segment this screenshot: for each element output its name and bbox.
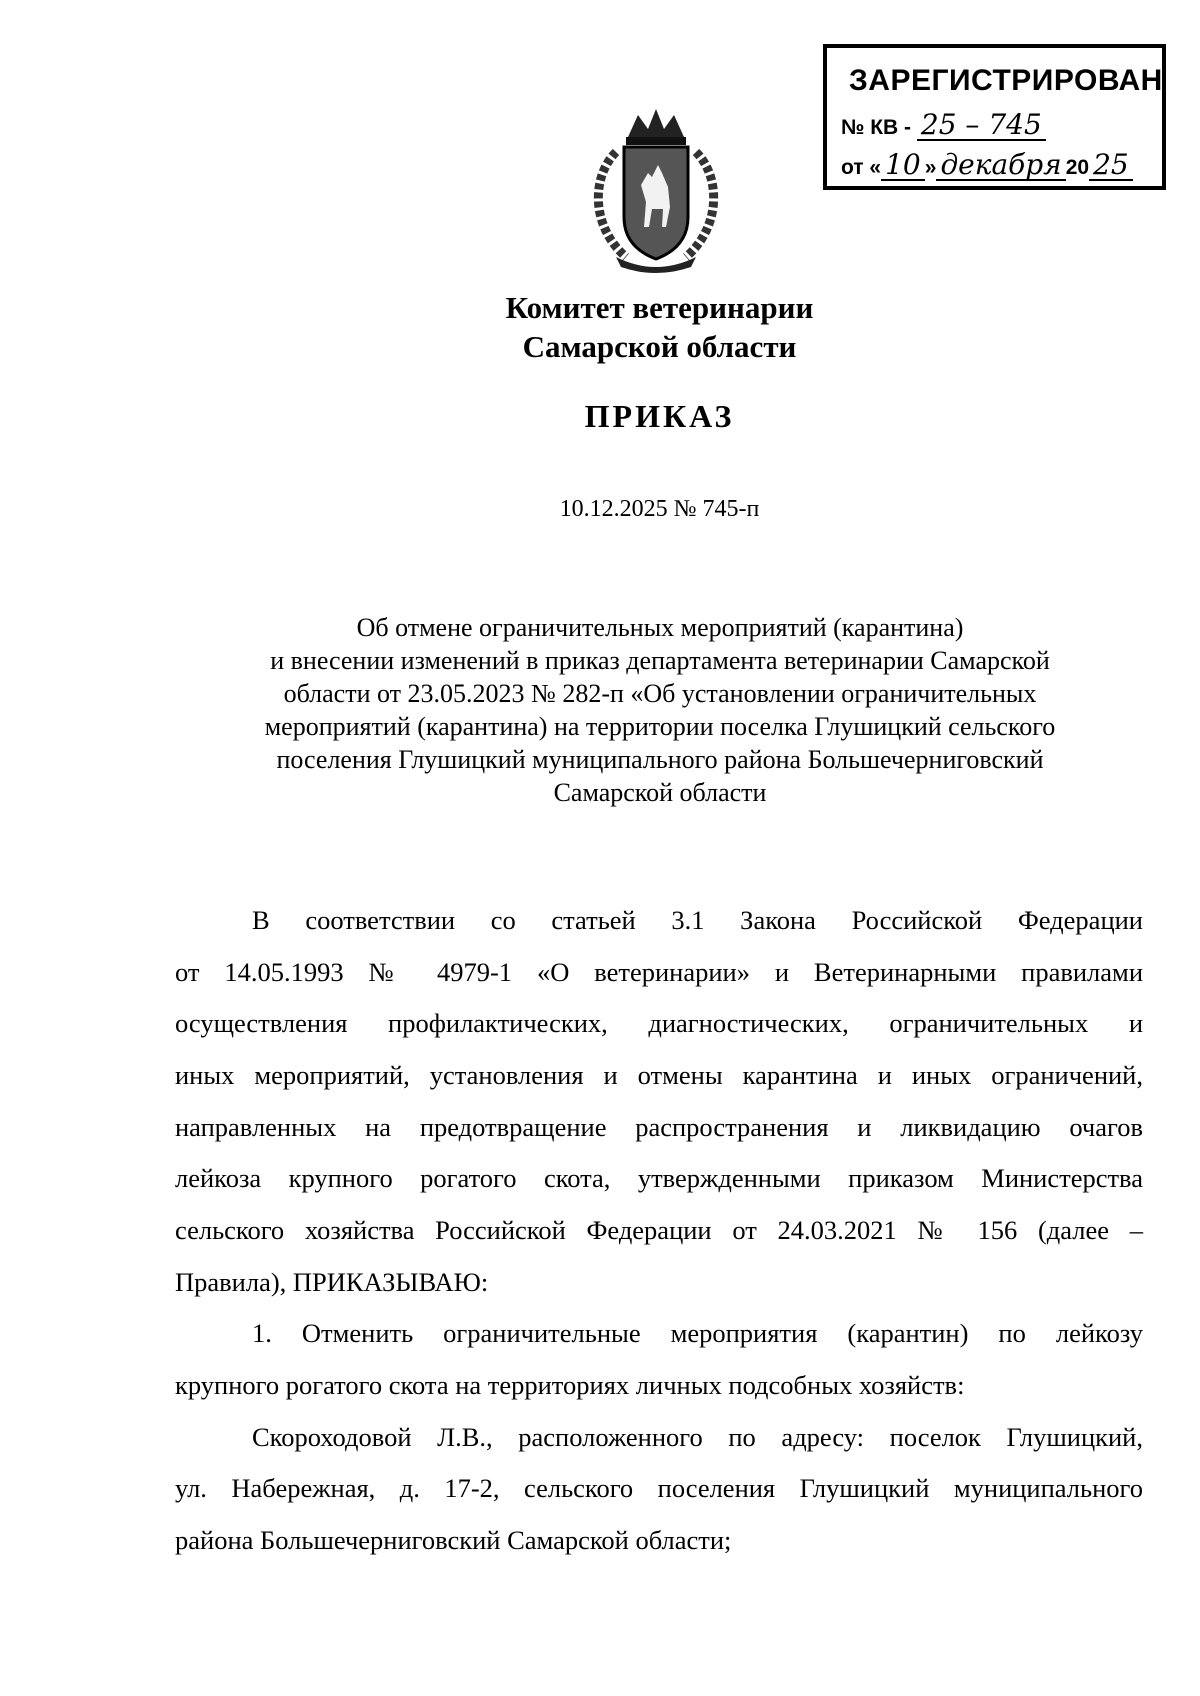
body-line: 1. Отменить ограничительные мероприятия (карантин) по лейкозу	[252, 1318, 1143, 1348]
stamp-date-line	[841, 148, 1133, 181]
subject-line: области от 23.05.2023 № 282-п «Об установлении ограничительных	[283, 679, 1037, 708]
body-line: ул. Набережная, д. 17-2, сельского поселения Глушицкий муниципального	[175, 1473, 1143, 1503]
subject-line: Об отмене ограничительных мероприятий (карантина)	[356, 613, 964, 642]
registration-stamp	[823, 44, 1166, 190]
body-line: направленных на предотвращение распространения и ликвидацию очагов	[175, 1112, 1143, 1142]
body-line: Скороходовой Л.В., расположенного по адресу: поселок Глушицкий,	[252, 1422, 1143, 1452]
organization-name-line1: Комитет ветеринарии	[505, 290, 814, 325]
body-line: В соответствии со статьей 3.1 Закона Российской Федерации	[252, 905, 1143, 935]
stamp-date-year: 25	[1089, 151, 1133, 181]
document-date-number: 10.12.2025 № 745-п	[559, 496, 760, 522]
subject-line: и внесении изменений в приказ департамента ветеринарии Самарской	[270, 646, 1050, 675]
organization-name-line2: Самарской области	[522, 329, 797, 364]
subject-line: мероприятий (карантина) на территории поселка Глушицкий сельского	[264, 712, 1056, 741]
stamp-date-quote: »	[924, 156, 937, 179]
stamp-number-handwritten: 25 – 745	[917, 111, 1046, 141]
stamp-date-month: декабря	[936, 151, 1065, 181]
body-line: лейкоза крупного рогатого скота, утвержденными приказом Министерства	[175, 1163, 1143, 1193]
subject-line: Самарской области	[553, 778, 767, 807]
coat-of-arms-samara-icon	[586, 107, 726, 273]
document-subject	[180, 611, 1140, 809]
body-line: крупного рогатого скота на территориях личных подсобных хозяйств:	[175, 1370, 965, 1400]
body-line: иных мероприятий, установления и отмены карантина и иных ограничений,	[175, 1060, 1143, 1090]
body-line: Правила), ПРИКАЗЫВАЮ:	[175, 1267, 489, 1297]
stamp-date-day: 10	[881, 151, 925, 181]
stamp-date-prefix: от «	[841, 156, 882, 179]
stamp-date-year-prefix: 20	[1065, 156, 1090, 179]
body-line: района Большечерниговский Самарской области;	[175, 1525, 732, 1555]
subject-line: поселения Глушицкий муниципального района Большечерниговский	[276, 745, 1044, 774]
stamp-title: ЗАРЕГИСТРИРОВАН	[849, 64, 1163, 97]
document-type: ПРИКАЗ	[584, 398, 735, 434]
stamp-number-prefix: № КВ -	[841, 116, 912, 139]
stamp-number-line	[841, 108, 1046, 141]
body-line: осуществления профилактических, диагностических, ограничительных и	[175, 1008, 1143, 1038]
body-line: сельского хозяйства Российской Федерации от 24.03.2021 № 156 (далее –	[175, 1215, 1143, 1245]
body-line: от 14.05.1993 № 4979-1 «О ветеринарии» и Ветеринарными правилами	[175, 957, 1143, 987]
